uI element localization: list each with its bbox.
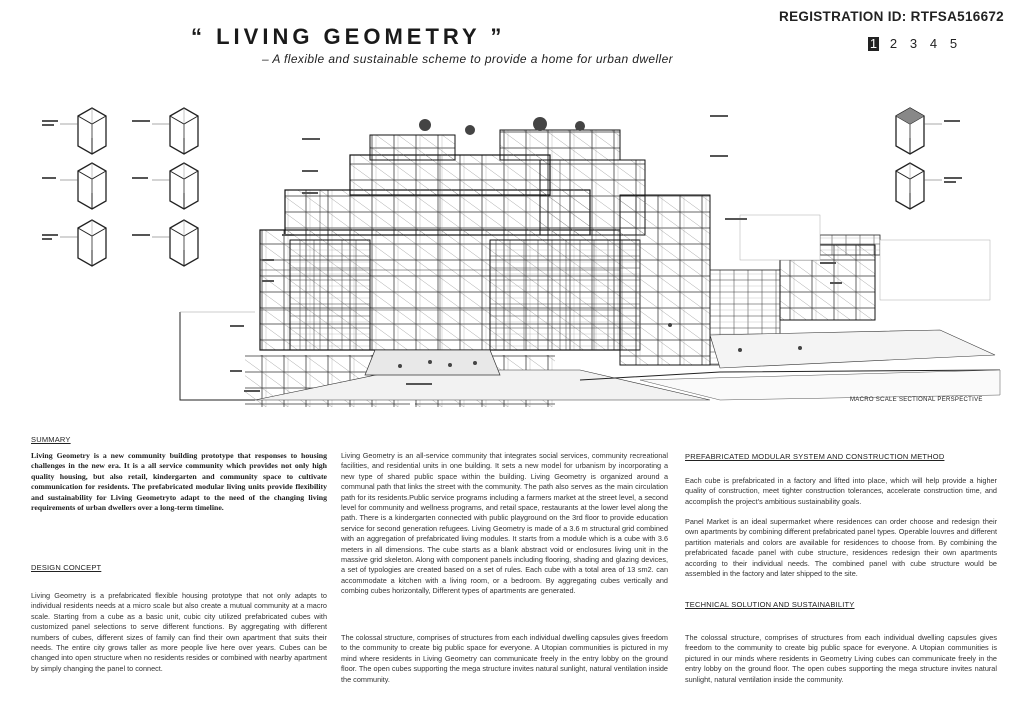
design-concept-heading: DESIGN CONCEPT — [31, 563, 102, 572]
prefabricated-system-heading: PREFABRICATED MODULAR SYSTEM AND CONSTRUCTION METHOD — [685, 452, 945, 461]
drawing-caption: MACRO SCALE SECTIONAL PERSPECTIVE — [850, 397, 983, 403]
mega-structure — [260, 117, 645, 375]
summary-text: Living Geometry is a new community building prototype that responses to housing challenges in the new era. It is a all service community which provides not only high quality housing, but also retail, kindergarten and community space to cultivate communication for residents. The prefabricated modular living units provide flexibility and sustainability for Living Geometryto adapt to the need of the changing living requirements of urban dwellers over a long-term timeline. — [31, 451, 327, 513]
page-5-link[interactable]: 5 — [949, 36, 958, 51]
page-navigation — [868, 37, 959, 51]
sectional-perspective-drawing — [20, 100, 1004, 418]
page-3-link[interactable]: 3 — [909, 36, 918, 51]
page-4-link[interactable]: 4 — [929, 36, 938, 51]
technical-solution-text: The colossal structure, comprises of structures from each individual dwelling capsules gives freedom to the community to create big public space for everyone. A Utopian communities is pictured in our minds where residents in Geometry Living cubes can communicate freely in the entry lobby on the ground floor. The open cubes supporting the mega structure invites natural sunlight, natural ventilation inside the community. — [685, 633, 997, 684]
community-description-text: Living Geometry is an all-service community that integrates social services, community recreational facilities, and residential units in one building. It sets a new model for urbanism by incorporating a new type of shared public space within the building. Living Geometry is organized around a communal path that links the street with the community. The path also serves as the main circulation path for its residents.Public service programs including a farmers market at the street level, a second level for community and wellness programs, and retail space, restaurants at the lower level along the path. There is a kindergarten connected with public playground on the 3rd floor to provide education service for second generation refugees. Living Geometry is made of a 3.6 m structural grid combined with an aggregation of prefabricated living modules. It starts from a module which is a cube with 3.6 meters in all dimensions. The cube starts as a blank abstract void or enclosures living unit in the massive grid skeleton. Along with component panels including flooring, shading and glazing devices, a set of typologies are created based on a set of rules. Each cube with a total area of 13 sm2. can accommodate a kitchen with a living room, or a bedroom. By aggregating cubes vertically and combing cubes horizontally, Different types of apartments are generated. — [341, 451, 668, 596]
prefabricated-system-text-2: Panel Market is an ideal supermarket where residences can order choose and redesign their own apartments by combining different prefabricated panel types. Operable louvres and different partition materials and colors are available for residences to choose from. By combining the prefabricated facade panel with cube structure, residences redesign their own apartments according to their individual needs. The combined panel with cube structure would be assembled in the factory and later shipped to the site. — [685, 517, 997, 579]
cube-typology-diagrams-left — [42, 108, 198, 266]
prefabricated-system-text-1: Each cube is prefabricated in a factory and lifted into place, which will help provide a higher quality of construction, meet tighter construction tolerances, accelerate construction time, and accomplish the project’s ambitious sustainability goals. — [685, 476, 997, 506]
structure-description-text: The colossal structure, comprises of structures from each individual dwelling capsules gives freedom to the community to create big public space for everyone. A Utopian communities is pictured in my mind where residents in Living Geometry can communicate freely in the entry lobby on the ground floor. The open cubes supporting the mega structure invites natural sunlight, natural ventilation inside the community. — [341, 633, 668, 684]
design-concept-text: Living Geometry is a prefabricated flexible housing prototype that not only adapts to individual residents needs at a micro scale but also create a mutual community at a macro scale. Starting from a cube as a basic unit, cubic city utilized prefabricated cubes with customized panel selections to serve different functions. By aggregating with different numbers of cubes, different sizes of family can find their own apartment that suits their needs. The entire city grows taller as more people live here over years. Cubes can be changed into open structure when no residents resides or combined with nearby apartment by simply changing the panel to connect. — [31, 591, 327, 673]
summary-heading: SUMMARY — [31, 435, 71, 444]
right-wing-structure — [620, 195, 995, 368]
page-title: “ LIVING GEOMETRY ” — [191, 24, 506, 49]
page-1-link[interactable]: 1 — [869, 36, 878, 51]
page-2-link[interactable]: 2 — [889, 36, 898, 51]
technical-solution-heading: TECHNICAL SOLUTION AND SUSTAINABILITY — [685, 600, 855, 609]
page-subtitle: – A flexible and sustainable scheme to provide a home for urban dweller — [262, 52, 674, 66]
cube-typology-diagrams-right — [896, 108, 962, 209]
registration-id: REGISTRATION ID: RTFSA516672 — [779, 9, 1004, 24]
